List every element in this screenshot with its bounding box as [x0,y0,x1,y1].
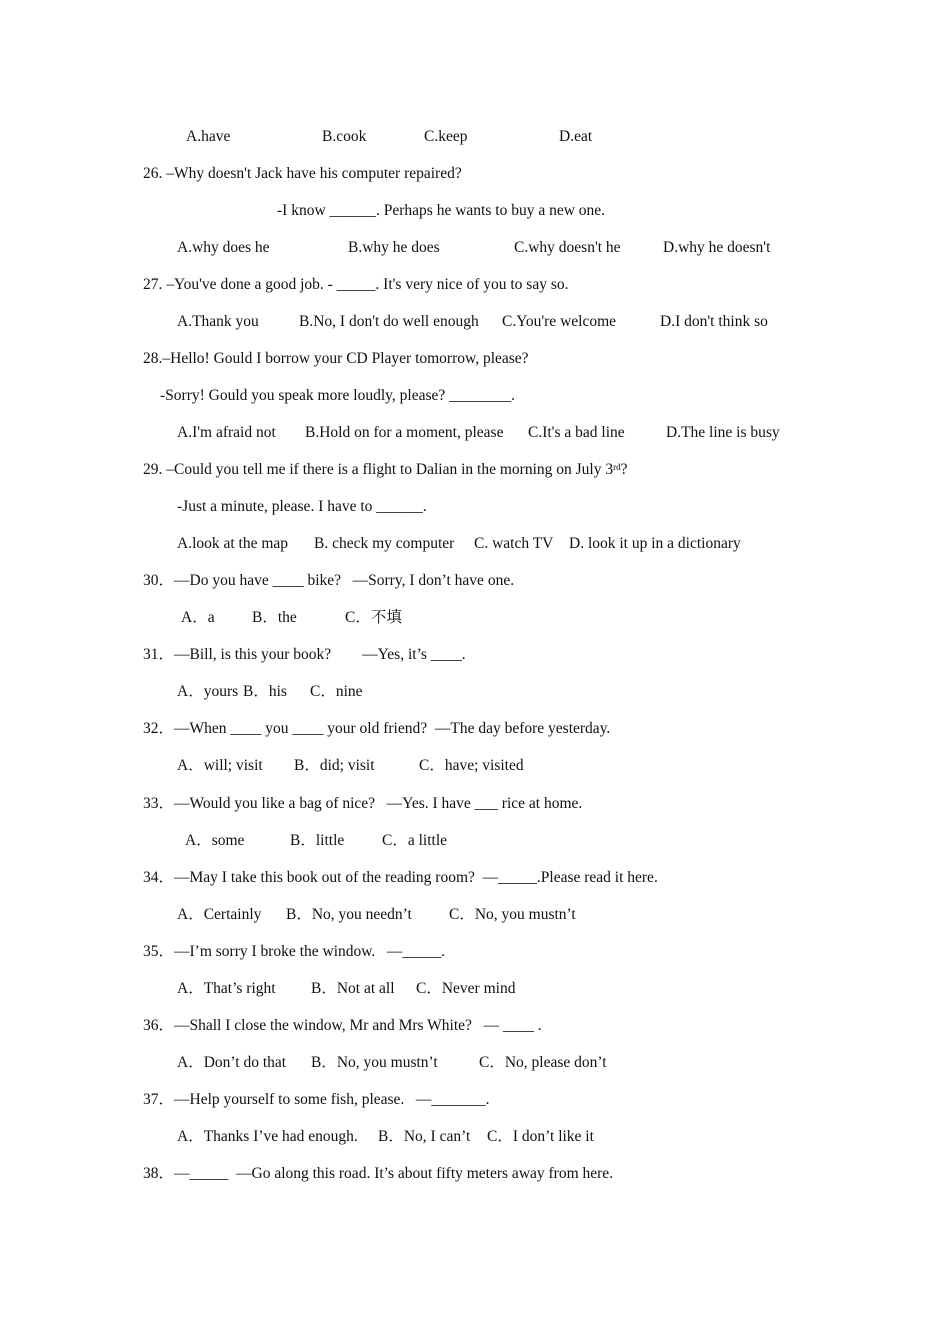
q29-question-text: 29. –Could you tell me if there is a flight to Dalian in the morning on July 3 [143,461,614,478]
q29-option-b: B. check my computer [314,535,455,552]
q25-option-a: A.have [186,128,231,145]
q36-question: 36．—Shall I close the window, Mr and Mrs White? — ____ . [143,1017,542,1034]
q37-option-a: A．Thanks I’ve had enough. [177,1128,358,1145]
q29-question-superscript: rd [613,462,621,472]
q33-option-b: B．little [290,832,345,849]
q28-option-d: D.The line is busy [666,424,780,441]
q28-option-b: B.Hold on for a moment, please [305,424,504,441]
q28-question: 28.–Hello! Gould I borrow your CD Player tomorrow, please? [143,350,529,367]
q29-question [143,460,628,480]
q26-option-b: B.why he does [348,239,440,256]
q29-question-end: ? [620,461,628,478]
q36-option-c: C．No, please don’t [479,1054,607,1071]
q26-option-c: C.why doesn't he [514,239,621,256]
q34-question: 34．—May I take this book out of the reading room? —_____.Please read it here. [143,869,658,886]
q31-option-c: C．nine [310,683,363,700]
q27-option-a: A.Thank you [177,313,259,330]
q32-option-a: A．will; visit [177,757,263,774]
q37-question: 37．—Help yourself to some fish, please. —_______. [143,1091,490,1108]
q36-option-a: A．Don’t do that [177,1054,287,1071]
q30-option-b: B．the [252,609,297,626]
q31-option-b: B．his [243,683,287,700]
q35-question: 35．—I’m sorry I broke the window. —_____. [143,943,446,960]
q30-option-a: A．a [181,609,215,626]
q25-option-b: B.cook [322,128,367,145]
q27-option-d: D.I don't think so [660,313,768,330]
q25-option-c: C.keep [424,128,468,145]
q28-option-a: A.I'm afraid not [177,424,276,441]
q35-option-b: B．Not at all [311,980,395,997]
q31-question: 31．—Bill, is this your book? —Yes, it’s ____. [143,646,466,663]
q29-option-c: C. watch TV [474,535,554,552]
q34-option-a: A．Certainly [177,906,262,923]
q37-option-c: C．I don’t like it [487,1128,594,1145]
q37-option-b: B．No, I can’t [378,1128,471,1145]
q29-answer: -Just a minute, please. I have to ______. [177,498,427,515]
q26-option-a: A.why does he [177,239,270,256]
q30-question: 30．—Do you have ____ bike? —Sorry, I don’t have one. [143,572,515,589]
q35-option-a: A．That’s right [177,980,276,997]
q27-option-b: B.No, I don't do well enough [299,313,479,330]
q38-question: 38．—_____ —Go along this road. It’s about fifty meters away from here. [143,1165,614,1182]
q27-question: 27. –You've done a good job. - _____. It's very nice of you to say so. [143,276,569,293]
q32-option-c: C．have; visited [419,757,524,774]
q28-answer: -Sorry! Gould you speak more loudly, please? ________. [160,387,515,404]
q33-option-a: A．some [185,832,245,849]
q28-option-c: C.It's a bad line [528,424,625,441]
q29-option-d: D. look it up in a dictionary [569,535,741,552]
q32-question: 32．—When ____ you ____ your old friend? —The day before yesterday. [143,720,611,737]
q30-option-c: C．不填 [345,609,402,626]
q33-question: 33．—Would you like a bag of nice? —Yes. I have ___ rice at home. [143,795,583,812]
q27-option-c: C.You're welcome [502,313,617,330]
q26-option-d: D.why he doesn't [663,239,771,256]
q33-option-c: C．a little [382,832,448,849]
q36-option-b: B．No, you mustn’t [311,1054,438,1071]
q32-option-b: B．did; visit [294,757,375,774]
q29-option-a: A.look at the map [177,535,289,552]
q35-option-c: C．Never mind [416,980,516,997]
q26-question: 26. –Why doesn't Jack have his computer repaired? [143,165,462,182]
q25-option-d: D.eat [559,128,593,145]
q34-option-b: B．No, you needn’t [286,906,412,923]
q26-answer: -I know ______. Perhaps he wants to buy a new one. [277,202,606,219]
q31-option-a: A．yours [177,683,239,700]
q34-option-c: C．No, you mustn’t [449,906,576,923]
